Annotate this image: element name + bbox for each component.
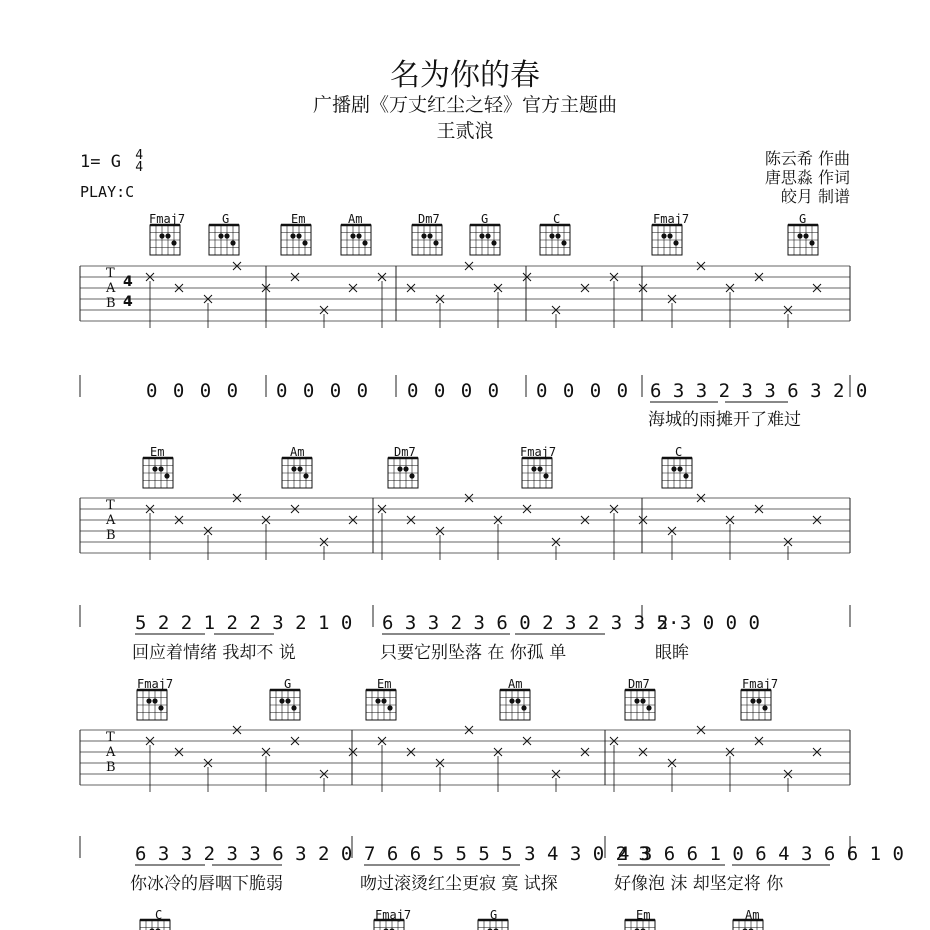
finger-dot: [297, 466, 302, 471]
finger-dot: [509, 698, 514, 703]
finger-dot: [291, 466, 296, 471]
chord-label: C: [553, 212, 561, 226]
finger-dot: [224, 233, 229, 238]
finger-dot: [158, 466, 163, 471]
finger-dot: [146, 698, 151, 703]
jianpu-measure: 0 0 0 0: [276, 380, 369, 402]
chord-label: C: [675, 445, 683, 459]
finger-dot: [164, 473, 169, 478]
lyric-line: 好像泡 沫 却坚定将 你: [614, 874, 784, 894]
finger-dot: [803, 233, 808, 238]
lyric-line: 眼眸: [655, 643, 689, 663]
finger-dot: [491, 240, 496, 245]
chord-label: Fmaj7: [653, 212, 690, 226]
finger-dot: [303, 473, 308, 478]
finger-dot: [555, 233, 560, 238]
chord-label: Fmaj7: [149, 212, 186, 226]
finger-dot: [661, 233, 666, 238]
finger-dot: [809, 240, 814, 245]
tab-time-signature: [123, 272, 133, 312]
finger-dot: [433, 240, 438, 245]
finger-dot: [756, 698, 761, 703]
chord-label: Dm7: [628, 677, 650, 691]
finger-dot: [479, 233, 484, 238]
finger-dot: [409, 473, 414, 478]
finger-dot: [561, 240, 566, 245]
finger-dot: [531, 466, 536, 471]
tab-time-bottom: 4: [123, 294, 133, 310]
finger-dot: [671, 466, 676, 471]
finger-dot: [375, 698, 380, 703]
chord-label: Em: [291, 212, 306, 226]
finger-dot: [797, 233, 802, 238]
jianpu-measure: 6 3 3 2 3 3 6 3 2 0: [135, 843, 353, 865]
tab-letter: A: [106, 281, 116, 296]
tab-clef: [106, 498, 116, 543]
finger-dot: [397, 466, 402, 471]
tab-clef: [106, 730, 116, 775]
lyric-line: 回应着情绪 我却不 说: [132, 643, 296, 663]
finger-dot: [549, 233, 554, 238]
tab-letter: B: [106, 296, 116, 311]
finger-dot: [381, 698, 386, 703]
jianpu-measure: 6 3 3 2 3 3 6 3 2 0: [650, 380, 868, 402]
finger-dot: [302, 240, 307, 245]
tab-letter: T: [106, 498, 115, 513]
chord-label: Dm7: [394, 445, 416, 459]
chord-label: G: [481, 212, 489, 226]
transcriber-credit: 皎月 制谱: [780, 187, 850, 206]
finger-dot: [634, 698, 639, 703]
finger-dot: [218, 233, 223, 238]
chord-label: Am: [508, 677, 523, 691]
finger-dot: [350, 233, 355, 238]
chord-label: Em: [636, 908, 651, 922]
finger-dot: [427, 233, 432, 238]
chord-label: Dm7: [418, 212, 440, 226]
finger-dot: [387, 705, 392, 710]
jianpu-measure: 4 3 6 6 1 0 6 4 3 6 6 1 0: [618, 843, 904, 865]
chord-label: Am: [348, 212, 363, 226]
chord-label: Fmaj7: [520, 445, 557, 459]
finger-dot: [421, 233, 426, 238]
chord-label: Am: [290, 445, 305, 459]
finger-dot: [158, 705, 163, 710]
finger-dot: [762, 705, 767, 710]
time-sig-top: 4: [135, 148, 144, 163]
composer-credit: 陈云希 作曲: [764, 149, 850, 168]
finger-dot: [543, 473, 548, 478]
tab-letter: A: [106, 745, 116, 760]
tab-letter: T: [106, 730, 115, 745]
finger-dot: [667, 233, 672, 238]
jianpu-measure: 0 0 0 0: [407, 380, 500, 402]
chord-label: Em: [150, 445, 165, 459]
finger-dot: [403, 466, 408, 471]
chord-label: Fmaj7: [375, 908, 412, 922]
tab-letter: A: [106, 513, 116, 528]
jianpu-measure: 6 3 3 2 3 6 0 2 3 2 3 3 5·: [382, 612, 680, 634]
finger-dot: [485, 233, 490, 238]
chord-label: G: [222, 212, 230, 226]
song-title: 名为你的春: [390, 58, 540, 93]
tab-letter: B: [106, 528, 116, 543]
chord-label: G: [284, 677, 292, 691]
finger-dot: [646, 705, 651, 710]
finger-dot: [750, 698, 755, 703]
finger-dot: [230, 240, 235, 245]
finger-dot: [537, 466, 542, 471]
chord-label: C: [155, 908, 163, 922]
time-sig-bottom: 4: [135, 160, 144, 175]
chord-label: G: [799, 212, 807, 226]
lyric-line: 只要它别坠落 在 你孤 单: [380, 643, 567, 663]
finger-dot: [296, 233, 301, 238]
key-label: 1= G: [80, 152, 121, 172]
finger-dot: [515, 698, 520, 703]
finger-dot: [279, 698, 284, 703]
tab-time-top: 4: [123, 274, 133, 290]
finger-dot: [285, 698, 290, 703]
singer-name: 王贰浪: [436, 120, 494, 142]
finger-dot: [683, 473, 688, 478]
chord-label: Fmaj7: [137, 677, 174, 691]
chord-label: Am: [745, 908, 760, 922]
jianpu-measure: 5 2 2 1 2 2 3 2 1 0: [135, 612, 353, 634]
finger-dot: [152, 466, 157, 471]
tab-letter: T: [106, 266, 115, 281]
lyricist-credit: 唐思淼 作词: [764, 168, 850, 187]
chord-label: Fmaj7: [742, 677, 779, 691]
finger-dot: [640, 698, 645, 703]
finger-dot: [673, 240, 678, 245]
jianpu-measure: 2 3 0 0 0: [657, 612, 760, 634]
tab-clef: [106, 266, 116, 311]
finger-dot: [290, 233, 295, 238]
lyric-line: 海城的雨摊开了难过: [648, 410, 801, 430]
finger-dot: [521, 705, 526, 710]
finger-dot: [356, 233, 361, 238]
finger-dot: [152, 698, 157, 703]
finger-dot: [171, 240, 176, 245]
finger-dot: [291, 705, 296, 710]
finger-dot: [165, 233, 170, 238]
jianpu-measure: 0 0 0 0: [146, 380, 239, 402]
tab-letter: B: [106, 760, 116, 775]
finger-dot: [677, 466, 682, 471]
song-subtitle: 广播剧《万丈红尘之轻》官方主题曲: [312, 94, 617, 116]
chord-label: Em: [377, 677, 392, 691]
lyric-line: 吻过滚烫红尘更寂 寞 试探: [360, 874, 558, 894]
jianpu-measure: 0 0 0 0: [536, 380, 629, 402]
lyric-line: 你冰冷的唇咽下脆弱: [130, 874, 283, 894]
finger-dot: [159, 233, 164, 238]
finger-dot: [362, 240, 367, 245]
jianpu-measure: 7 6 6 5 5 5 5 3 4 3 0 2 3: [364, 843, 650, 865]
play-key: PLAY:C: [80, 183, 135, 201]
chord-label: G: [490, 908, 498, 922]
